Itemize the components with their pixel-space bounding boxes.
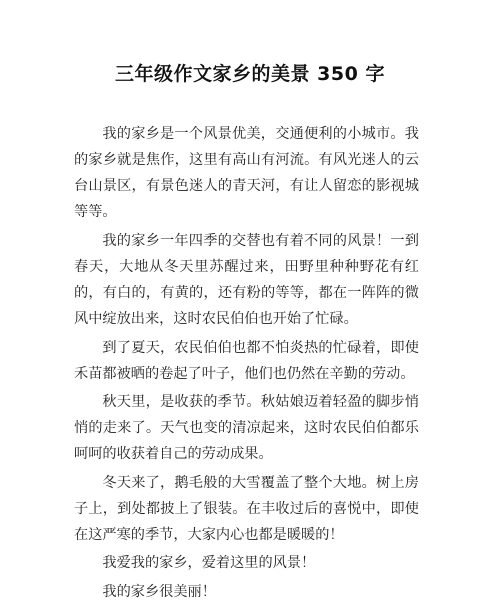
- paragraph: 秋天里，是收获的季节。秋姑娘迈着轻盈的脚步悄悄的走来了。天气也变的清凉起来，这时农民伯伯都乐呵呵的收获着自己的劳动成果。: [74, 394, 419, 463]
- paragraph: 我爱我的家乡，爱着这里的风景！: [102, 555, 316, 572]
- paragraph: 到了夏天，农民伯伯也都不怕炎热的忙碌着，即使禾苗都被晒的卷起了叶子，他们也仍然在辛勤的劳动。: [74, 339, 419, 382]
- paragraph: 我的家乡一年四季的交替也有着不同的风景！一到春天，大地从冬天里苏醒过来，田野里种种野花有红的，有白的，有黄的，还有粉的等等，都在一阵阵的微风中绽放出来，这时农民伯伯也开始了忙碌。: [74, 232, 419, 328]
- paragraph: 我的家乡很美丽！: [102, 583, 216, 600]
- document-body: [74, 121, 419, 607]
- paragraph: 冬天来了，鹅毛般的大雪覆盖了整个大地。树上房子上，到处都披上了银装。在丰收过后的喜悦中，即使在这严寒的季节，大家内心也都是暖暖的！: [74, 474, 419, 543]
- paragraph: 我的家乡是一个风景优美，交通便利的小城市。我的家乡就是焦作，这里有高山有河流。有风光迷人的云台山景区，有景色迷人的青天河，有让人留恋的影视城等等。: [74, 126, 419, 221]
- document-title: 三年级作文家乡的美景 350 字: [115, 63, 385, 85]
